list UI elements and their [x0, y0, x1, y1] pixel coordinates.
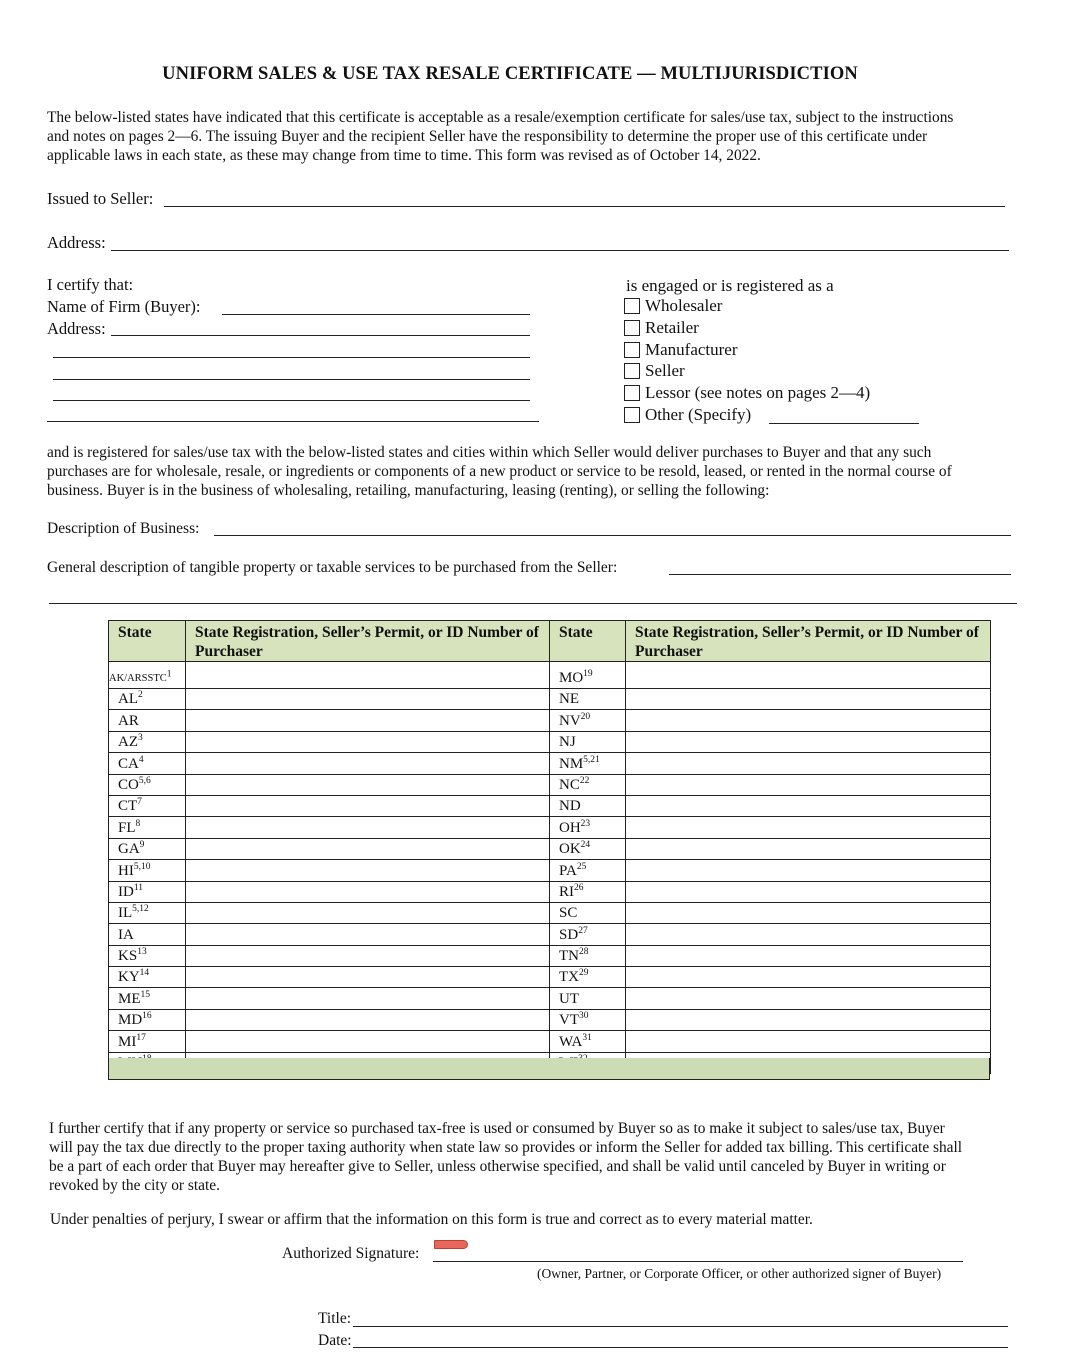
footnote-ref: 16	[142, 1011, 152, 1022]
state-code: GA	[118, 841, 140, 858]
state-code-cell	[550, 881, 626, 902]
state-code-cell	[550, 689, 626, 710]
state-code: KY	[118, 969, 140, 986]
table-row	[109, 774, 991, 795]
footnote-ref: 30	[579, 1011, 589, 1022]
table-row	[109, 662, 991, 689]
registration-id-cell[interactable]	[626, 710, 991, 731]
state-code: OH	[559, 819, 581, 836]
option-other[interactable]	[624, 405, 751, 425]
registration-id-value	[626, 670, 632, 686]
registration-id-value	[186, 1012, 192, 1028]
table-row	[109, 689, 991, 710]
registration-id-value	[626, 1034, 632, 1050]
registration-id-value	[186, 884, 192, 900]
sign-here-icon[interactable]	[434, 1240, 468, 1249]
option-label: Other (Specify)	[645, 405, 752, 424]
footnote-ref: 25	[576, 861, 587, 872]
state-code-cell	[109, 860, 186, 881]
registration-id-value	[186, 991, 192, 1007]
state-code-cell	[550, 924, 626, 945]
state-code-cell	[109, 753, 186, 774]
registration-id-cell[interactable]	[626, 945, 991, 966]
state-code-cell	[109, 1031, 186, 1052]
registration-id-cell[interactable]	[186, 753, 550, 774]
registration-id-value	[626, 991, 632, 1007]
date-label: Date:	[318, 1332, 352, 1349]
state-code-cell	[550, 967, 626, 988]
issued-to-seller-field[interactable]	[164, 206, 1005, 207]
state-code-cell	[109, 988, 186, 1009]
buyer-address-line-4[interactable]	[53, 400, 530, 401]
certification-line: I further certify that if any property or service so purchased tax-free is used or consumed by Buyer so as to make it subject to sales/use tax, Buyer	[49, 1120, 945, 1137]
state-code: PA	[559, 862, 577, 879]
footnote-ref: 5,6	[138, 775, 151, 786]
registration-id-value	[626, 713, 632, 729]
state-code: MO	[559, 670, 584, 686]
state-code-cell	[109, 902, 186, 923]
registration-paragraph	[47, 443, 1057, 500]
state-code-cell	[550, 1031, 626, 1052]
option-label: Manufacturer	[645, 340, 738, 359]
certification-line: will pay the tax due directly to the proper taxing authority when state law so provides or inform the Seller for added tax billing. This certificate shall	[49, 1139, 963, 1156]
state-code: ID	[118, 883, 134, 900]
state-code: CT	[118, 798, 138, 815]
registration-id-value	[626, 820, 632, 836]
registration-id-cell[interactable]	[626, 774, 991, 795]
registration-id-value	[626, 691, 632, 707]
state-code: AL	[118, 691, 138, 708]
table-row	[109, 902, 991, 923]
footnote-ref: 26	[574, 882, 584, 893]
state-code-cell	[109, 795, 186, 816]
footnote-ref: 1	[166, 669, 172, 680]
state-code: NV	[559, 712, 581, 729]
buyer-address-label: Address:	[47, 319, 106, 338]
state-code: UT	[559, 990, 579, 1007]
state-code: HI	[118, 862, 134, 879]
state-code-cell	[109, 924, 186, 945]
option-manufacturer[interactable]	[624, 340, 738, 360]
state-code: KS	[118, 948, 138, 965]
registration-id-value	[186, 820, 192, 836]
state-code: MI	[118, 1033, 137, 1050]
registration-id-value	[186, 927, 192, 943]
registration-id-value	[626, 969, 632, 985]
table-row	[109, 731, 991, 752]
state-code-cell	[109, 662, 186, 689]
registration-id-cell[interactable]	[186, 1009, 550, 1030]
state-code-cell	[550, 710, 626, 731]
table-header-row	[109, 621, 991, 662]
registration-line: and is registered for sales/use tax with the below-listed states and cities within which Seller would deliver purchases to Buyer and that any such	[47, 444, 932, 461]
perjury-statement: Under penalties of perjury, I swear or affirm that the information on this form is true and correct as to every material matter.	[50, 1211, 813, 1228]
state-code-cell	[109, 945, 186, 966]
registration-line: purchases are for wholesale, resale, or ingredients or components of a new product or service to be resold, leased, or rented in the normal course of	[47, 463, 952, 480]
state-code-cell	[550, 838, 626, 859]
registration-id-value	[626, 863, 632, 879]
registration-id-cell[interactable]	[186, 967, 550, 988]
option-label: Retailer	[645, 318, 699, 337]
registration-id-cell[interactable]	[186, 689, 550, 710]
registration-id-cell[interactable]	[186, 881, 550, 902]
state-code: NM	[559, 755, 584, 772]
registration-id-value	[626, 756, 632, 772]
column-header-registration: State Registration, Seller’s Permit, or ID Number of Purchaser	[186, 621, 550, 662]
footnote-ref: 3	[138, 733, 143, 744]
certify-label: I certify that:	[47, 275, 134, 294]
column-header-state: State	[550, 621, 626, 662]
registration-id-cell[interactable]	[626, 967, 991, 988]
state-code-cell	[109, 774, 186, 795]
retailer-checkbox[interactable]	[624, 320, 640, 336]
registration-id-cell[interactable]	[626, 731, 991, 752]
table-row	[109, 1009, 991, 1030]
footnote-ref: 15	[140, 989, 150, 1000]
footnote-ref: 23	[580, 818, 591, 829]
state-code: FL	[118, 819, 136, 836]
buyer-address-field[interactable]	[111, 335, 530, 336]
footnote-ref: 5,21	[583, 754, 600, 765]
table-row	[109, 924, 991, 945]
registration-id-value	[186, 713, 192, 729]
certification-line: revoked by the city or state.	[49, 1177, 220, 1194]
footnote-ref: 5,12	[132, 904, 149, 915]
other-checkbox[interactable]	[624, 407, 640, 423]
registration-id-cell[interactable]	[626, 1009, 991, 1030]
state-registration-table	[108, 620, 991, 1074]
registration-id-value	[626, 798, 632, 814]
registration-id-cell[interactable]	[626, 662, 991, 689]
state-code-cell	[109, 967, 186, 988]
state-code-cell	[109, 838, 186, 859]
registration-id-value	[186, 756, 192, 772]
registration-id-value	[186, 734, 192, 750]
state-code: ME	[118, 990, 141, 1007]
table-row	[109, 795, 991, 816]
title-label: Title:	[318, 1310, 352, 1327]
intro-line: applicable laws in each state, as these may change from time to time. This form was revised as of October 14, 2022.	[47, 147, 761, 164]
lessor-checkbox[interactable]	[624, 385, 640, 401]
state-code: NC	[559, 776, 580, 793]
intro-paragraph	[47, 108, 1057, 165]
registration-id-cell[interactable]	[186, 817, 550, 838]
table-row	[109, 967, 991, 988]
registration-id-cell[interactable]	[626, 881, 991, 902]
table-row	[109, 817, 991, 838]
registration-id-cell[interactable]	[186, 731, 550, 752]
state-code: IA	[118, 926, 134, 943]
state-code: SC	[559, 905, 578, 922]
footnote-ref: 24	[580, 840, 591, 851]
state-code: CA	[118, 755, 139, 772]
state-code-cell	[109, 1009, 186, 1030]
buyer-address-line-2[interactable]	[53, 357, 530, 358]
option-label: Seller	[645, 361, 685, 380]
form-title: UNIFORM SALES & USE TAX RESALE CERTIFICATE — MULTIJURISDICTION	[162, 64, 858, 84]
option-lessor[interactable]	[624, 383, 870, 403]
footnote-ref: 29	[579, 968, 589, 979]
registration-id-value	[626, 905, 632, 921]
date-field[interactable]	[353, 1347, 1008, 1348]
state-code-cell	[109, 817, 186, 838]
intro-line: The below-listed states have indicated that this certificate is acceptable as a resale/exemption certificate for sales/use tax, subject to the instructions	[47, 109, 954, 126]
description-business-label: Description of Business:	[47, 520, 200, 537]
registration-id-cell[interactable]	[186, 988, 550, 1009]
registration-id-value	[186, 969, 192, 985]
table-row	[109, 988, 991, 1009]
footnote-ref: 17	[136, 1032, 146, 1043]
footnote-ref: 27	[578, 925, 588, 936]
registration-id-value	[186, 670, 192, 686]
state-code: TX	[559, 969, 579, 986]
registration-id-value	[626, 1012, 632, 1028]
seller-checkbox[interactable]	[624, 363, 640, 379]
wholesaler-checkbox[interactable]	[624, 298, 640, 314]
state-code: VT	[559, 1012, 579, 1029]
option-seller[interactable]	[624, 361, 685, 381]
description-business-field[interactable]	[214, 535, 1011, 536]
seller-address-field[interactable]	[111, 250, 1009, 251]
general-description-label: General description of tangible property or taxable services to be purchased from the Seller:	[47, 559, 618, 576]
footnote-ref: 4	[138, 754, 144, 765]
state-code: IL	[118, 905, 133, 922]
registration-id-cell[interactable]	[626, 689, 991, 710]
option-wholesaler[interactable]	[624, 296, 722, 316]
registration-id-cell[interactable]	[186, 860, 550, 881]
option-retailer[interactable]	[624, 318, 699, 338]
registration-id-cell[interactable]	[626, 924, 991, 945]
footnote-ref: 2	[138, 690, 143, 701]
state-code-cell	[550, 662, 626, 689]
state-code-cell	[109, 731, 186, 752]
registration-id-value	[186, 777, 192, 793]
registration-id-cell[interactable]	[626, 860, 991, 881]
state-code-cell	[550, 945, 626, 966]
registration-id-value	[626, 777, 632, 793]
other-specify-field[interactable]	[769, 423, 919, 424]
registration-id-cell[interactable]	[626, 753, 991, 774]
option-label: Wholesaler	[645, 296, 723, 315]
issued-to-seller-label: Issued to Seller:	[47, 189, 154, 208]
registration-id-value	[626, 884, 632, 900]
state-code-cell	[550, 988, 626, 1009]
registration-id-value	[626, 927, 632, 943]
registration-id-cell[interactable]	[186, 710, 550, 731]
signature-label: Authorized Signature:	[282, 1245, 420, 1262]
state-code-cell	[550, 753, 626, 774]
registration-id-cell[interactable]	[186, 945, 550, 966]
registration-id-cell[interactable]	[626, 1031, 991, 1052]
registration-id-cell[interactable]	[186, 924, 550, 945]
footnote-ref: 8	[135, 818, 141, 829]
state-code-cell	[550, 1009, 626, 1030]
registration-id-cell[interactable]	[186, 838, 550, 859]
state-code: RI	[559, 883, 574, 900]
intro-line: and notes on pages 2—6. The issuing Buyer and the recipient Seller have the responsibility to determine the proper use of this certificate under	[47, 128, 928, 145]
seller-address-label: Address:	[47, 233, 106, 252]
column-header-registration: State Registration, Seller’s Permit, or ID Number of Purchaser	[626, 621, 991, 662]
state-code-cell	[550, 795, 626, 816]
general-description-field[interactable]	[669, 574, 1011, 575]
state-code: CO	[118, 776, 139, 793]
registration-id-cell[interactable]	[626, 795, 991, 816]
footnote-ref: 19	[583, 669, 593, 679]
state-code: ND	[559, 798, 581, 815]
registration-id-cell[interactable]	[626, 838, 991, 859]
table-footer-bar	[108, 1058, 990, 1080]
option-label: Lessor (see notes on pages 2—4)	[645, 383, 871, 402]
certification-line: be a part of each order that Buyer may hereafter give to Seller, unless otherwise specified, and shall be valid until canceled by Buyer in writing or	[49, 1158, 946, 1175]
footnote-ref: 5,10	[133, 861, 151, 872]
state-rows	[109, 662, 991, 1074]
state-code: AZ	[118, 734, 138, 751]
registration-id-cell[interactable]	[186, 902, 550, 923]
buyer-address-line-3[interactable]	[53, 379, 530, 380]
state-code-cell	[109, 881, 186, 902]
table-row	[109, 710, 991, 731]
state-code: AR	[118, 712, 139, 729]
state-code: TN	[559, 948, 579, 965]
signature-caption: (Owner, Partner, or Corporate Officer, or other authorized signer of Buyer)	[537, 1266, 942, 1281]
registration-line: business. Buyer is in the business of wholesaling, retailing, manufacturing, leasing (renting), or selling the following:	[47, 482, 770, 499]
footnote-ref: 7	[137, 797, 142, 808]
title-field[interactable]	[353, 1326, 1008, 1327]
state-code-cell	[550, 774, 626, 795]
registration-id-cell[interactable]	[186, 1031, 550, 1052]
state-code: WA	[559, 1033, 583, 1050]
state-code-cell	[109, 710, 186, 731]
registration-id-cell[interactable]	[626, 988, 991, 1009]
footnote-ref: 9	[139, 840, 145, 851]
footnote-ref: 31	[582, 1032, 592, 1043]
general-description-line-2[interactable]	[49, 603, 1017, 604]
registration-id-value	[626, 948, 632, 964]
state-code-cell	[550, 860, 626, 881]
state-code: OK	[559, 841, 581, 858]
firm-name-field[interactable]	[222, 314, 530, 315]
state-code-cell	[550, 817, 626, 838]
registration-id-value	[626, 734, 632, 750]
firm-name-label: Name of Firm (Buyer):	[47, 297, 201, 316]
manufacturer-checkbox[interactable]	[624, 342, 640, 358]
registration-id-cell[interactable]	[626, 902, 991, 923]
footnote-ref: 20	[580, 711, 591, 722]
state-code-cell	[550, 902, 626, 923]
footnote-ref: 14	[139, 968, 150, 979]
footnote-ref: 13	[137, 947, 147, 958]
table-row	[109, 945, 991, 966]
footnote-ref: 28	[579, 947, 589, 958]
certification-paragraph	[49, 1119, 1064, 1195]
registration-id-value	[186, 905, 192, 921]
state-code: SD	[559, 926, 579, 943]
buyer-address-line-5[interactable]	[47, 421, 539, 422]
registration-id-cell[interactable]	[186, 795, 550, 816]
state-code: NE	[559, 691, 579, 708]
state-code: MD	[118, 1012, 143, 1029]
table-row	[109, 881, 991, 902]
registration-id-value	[186, 1034, 192, 1050]
table-row	[109, 860, 991, 881]
state-code: AK/ARSSTC	[109, 673, 167, 684]
business-type-label: is engaged or is registered as a	[626, 276, 834, 295]
registration-id-cell[interactable]	[186, 662, 550, 689]
table-row	[109, 753, 991, 774]
registration-id-value	[626, 841, 632, 857]
registration-id-value	[186, 841, 192, 857]
state-code-cell	[109, 689, 186, 710]
table-row	[109, 838, 991, 859]
table-row	[109, 1031, 991, 1052]
state-code: NJ	[559, 734, 576, 751]
registration-id-value	[186, 691, 192, 707]
footnote-ref: 22	[579, 775, 590, 786]
column-header-state: State	[109, 621, 186, 662]
state-code-cell	[550, 731, 626, 752]
registration-id-value	[186, 798, 192, 814]
registration-id-cell[interactable]	[186, 774, 550, 795]
registration-id-cell[interactable]	[626, 817, 991, 838]
signature-field[interactable]	[433, 1261, 963, 1262]
registration-id-value	[186, 863, 192, 879]
footnote-ref: 11	[133, 882, 143, 893]
registration-id-value	[186, 948, 192, 964]
